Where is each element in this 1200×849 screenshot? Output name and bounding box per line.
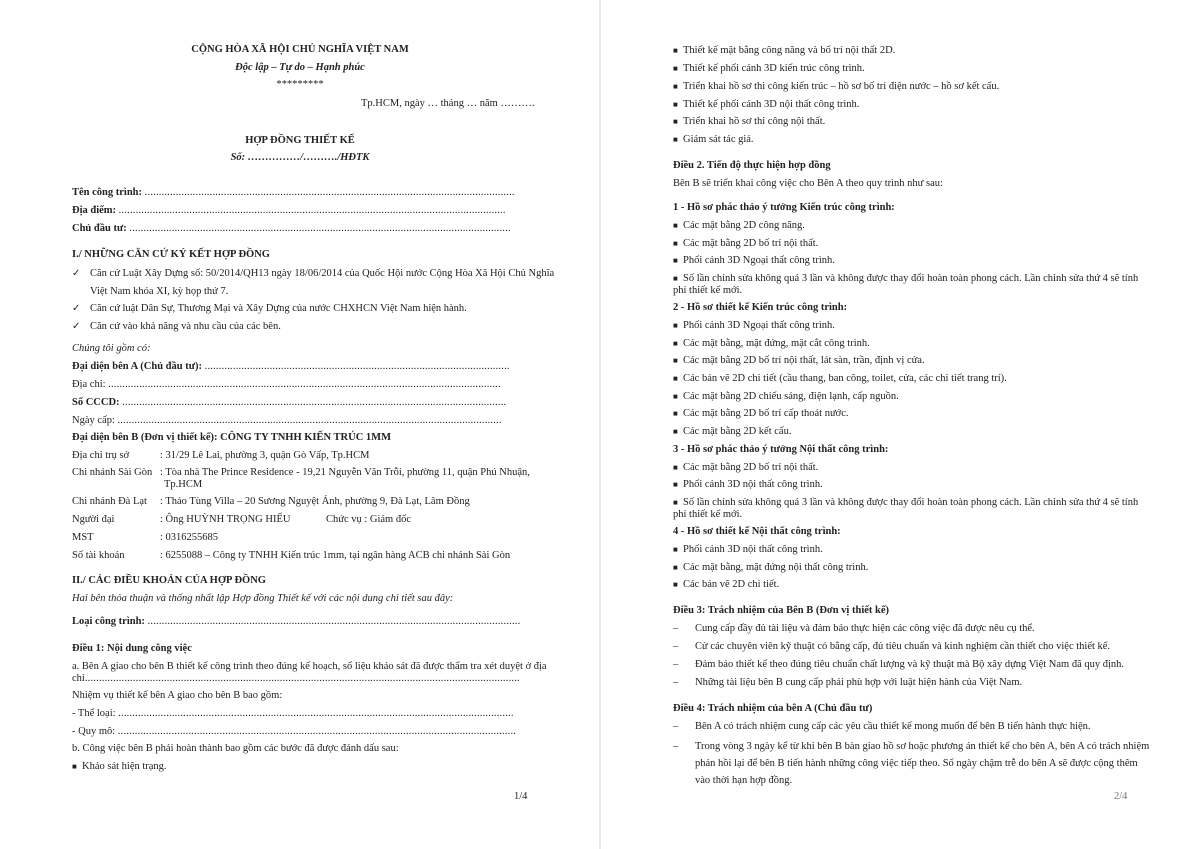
- field-investor: [72, 222, 511, 235]
- group-item: [673, 319, 835, 332]
- group-title: 4 - Hồ sơ thiết kế Nội thất công trình:: [673, 526, 841, 537]
- page-number: 1/4: [514, 791, 528, 802]
- square-bullet-icon: ■: [72, 762, 77, 771]
- group-item-text: Phối cảnh 3D nội thất công trình.: [683, 479, 823, 490]
- group-title: 2 - Hồ sơ thiết kế Kiến trúc công trình:: [673, 302, 848, 313]
- responsibility-item: [673, 676, 1022, 689]
- step-item: [72, 760, 167, 773]
- square-bullet-icon: ■: [673, 274, 678, 283]
- article-2-heading: Điều 2. Tiến độ thực hiện hợp đồng: [673, 160, 831, 171]
- group-item-text: Các mặt bằng 2D công năng.: [683, 220, 805, 231]
- article-2-intro: Bên B sẽ triển khai công việc cho Bên A theo quy trình như sau:: [673, 178, 943, 189]
- group-note-cont: phí thiết kế mới.: [673, 285, 743, 296]
- group-item: [673, 337, 870, 350]
- party-a-rep: [72, 360, 510, 373]
- group-item-text: Các mặt bằng 2D bố trí nội thất.: [683, 462, 819, 473]
- responsibility-text: Đảm bảo thiết kế theo đúng tiêu chuẩn chất lượng và kỹ thuật mà Bộ xây dựng Việt Nam đã quy định.: [695, 659, 1125, 670]
- group-title: 1 - Hồ sơ phác thảo ý tưởng Kiến trúc công trình:: [673, 202, 895, 213]
- field-label: Chủ đầu tư:: [72, 223, 127, 234]
- square-bullet-icon: ■: [673, 117, 678, 126]
- group-item: [673, 478, 823, 491]
- group-item-text: Các mặt bằng 2D bố trí nội thất.: [683, 238, 819, 249]
- field-label: Địa điểm:: [72, 205, 117, 216]
- step-text: Triển khai hồ sơ thi công nội thất.: [683, 116, 826, 127]
- group-note: [673, 272, 1138, 285]
- article-3-heading: Điều 3: Trách nhiệm của Bên B (Đơn vị thiết kế): [673, 605, 890, 616]
- group-note-text: Số lần chỉnh sửa không quá 3 lần và không được thay đổi hoàn toàn phong cách. Lần chỉnh sửa thứ 4 sẽ tính: [683, 497, 1139, 508]
- check-icon: ✓: [72, 321, 81, 332]
- group-item: [673, 407, 849, 420]
- responsibility-item: [673, 658, 1124, 671]
- group-item: [673, 254, 835, 267]
- square-bullet-icon: ■: [673, 239, 678, 248]
- group-item-text: Phối cảnh 3D Ngoại thất công trình.: [683, 320, 835, 331]
- field-dots: ...................................................................................................................................: [144, 187, 515, 198]
- contract-number: Số: ……………/………./HĐTK: [230, 152, 370, 163]
- field-label: Ngày cấp:: [72, 415, 115, 426]
- group-item-text: Các mặt bằng, mặt đứng nội thất công trình.: [683, 562, 869, 573]
- stars-divider: *********: [276, 79, 324, 90]
- square-bullet-icon: ■: [673, 256, 678, 265]
- group-item: [673, 390, 899, 403]
- field-dots: .........................................................................................................................................: [118, 205, 506, 216]
- article-1-para-b: b. Công việc bên B phải hoàn thành bao gồm các bước đã được đánh dấu sau:: [72, 743, 399, 754]
- party-a-address: [72, 378, 501, 391]
- square-bullet-icon: ■: [673, 64, 678, 73]
- party-b-heading: Đại diện bên B (Đơn vị thiết kế): CÔNG TY TNHH KIẾN TRÚC 1MM: [72, 432, 391, 443]
- dash-bullet: –: [673, 721, 679, 732]
- check-icon: ✓: [72, 268, 81, 279]
- field-genre: [72, 707, 514, 720]
- field-dots: ........................................................................................................................................: [117, 415, 502, 426]
- step-item: [673, 98, 859, 111]
- square-bullet-icon: ■: [673, 46, 678, 55]
- field-scale: [72, 725, 516, 738]
- field-dots: .......................................................................................................................................: [129, 223, 511, 234]
- section-2-intro: Hai bên thỏa thuận và thống nhất lập Hợp đồng Thiết kế với các nội dung chi tiết sau đây:: [72, 593, 454, 604]
- group-note-text: Số lần chỉnh sửa không quá 3 lần và không được thay đổi hoàn toàn phong cách. Lần chỉnh sửa thứ 4 sẽ tính: [683, 273, 1139, 284]
- square-bullet-icon: ■: [673, 356, 678, 365]
- group-item-text: Các mặt bằng, mặt đứng, mặt cắt công trình.: [683, 338, 870, 349]
- group-item-text: Các mặt bằng 2D kết cấu.: [683, 426, 792, 437]
- party-b-row-value: : Tòa nhà The Prince Residence - 19,21 Nguyễn Văn Trỗi, phường 11, quận Phú Nhuận,: [160, 467, 530, 478]
- group-item-text: Phối cảnh 3D nội thất công trình.: [683, 544, 823, 555]
- step-item: [673, 44, 895, 57]
- field-dots: ............................................................................................................................................: [118, 708, 514, 719]
- square-bullet-icon: ■: [673, 221, 678, 230]
- square-bullet-icon: ■: [673, 135, 678, 144]
- para-a-word: chỉ: [72, 673, 85, 684]
- step-item: [673, 133, 754, 146]
- group-item-text: Các mặt bằng 2D chiếu sáng, điện lạnh, cấp nguồn.: [683, 391, 899, 402]
- dash-bullet: –: [673, 659, 679, 670]
- square-bullet-icon: ■: [673, 463, 678, 472]
- article-1-para-a: a. Bên A giao cho bên B thiết kế công trình theo đúng kế hoạch, số liệu khảo sát đã được thẩm tra xét duyệt ở địa: [72, 661, 547, 672]
- party-b-row-label: MST: [72, 532, 94, 543]
- we-are: Chúng tôi gồm có:: [72, 343, 151, 354]
- group-item-text: Các mặt bằng 2D bố trí nội thất, lát sàn, trần, định vị cửa.: [683, 355, 925, 366]
- group-item-text: Các bản vẽ 2D chi tiết (cầu thang, ban công, toilet, cửa, các chi tiết trang trí).: [683, 373, 1007, 384]
- party-b-row-label: Chi nhánh Đà Lạt: [72, 496, 147, 507]
- article-1-heading: Điều 1: Nội dung công việc: [72, 643, 192, 654]
- field-project-name: [72, 186, 515, 199]
- check-icon: ✓: [72, 303, 81, 314]
- square-bullet-icon: ■: [673, 480, 678, 489]
- group-note-cont: phí thiết kế mới.: [673, 509, 743, 520]
- basis-item: [72, 267, 554, 280]
- field-dots: ....................................................................................................................................: [147, 616, 521, 627]
- party-a-issue-date: [72, 414, 502, 427]
- square-bullet-icon: ■: [673, 82, 678, 91]
- step-item: [673, 115, 825, 128]
- group-item: [673, 543, 823, 556]
- group-item: [673, 354, 925, 367]
- step-item: [673, 62, 865, 75]
- dash-bullet: –: [673, 741, 679, 752]
- square-bullet-icon: ■: [673, 580, 678, 589]
- basis-text: Căn cứ vào khả năng và nhu cầu của các bên.: [90, 321, 281, 332]
- responsibility-cont: vào thời hạn hợp đồng.: [695, 775, 793, 786]
- article-1-para-a-cont: [72, 672, 520, 685]
- group-item: [673, 461, 818, 474]
- basis-item: [72, 320, 281, 333]
- party-b-row-label: Số tài khoản: [72, 550, 125, 561]
- article-1-tasks-intro: Nhiệm vụ thiết kế bên A giao cho bên B bao gồm:: [72, 690, 283, 701]
- nation-header: CỘNG HÒA XÃ HỘI CHỦ NGHĨA VIỆT NAM: [191, 44, 409, 55]
- section-2-heading: II./ CÁC ĐIỀU KHOẢN CỦA HỢP ĐỒNG: [72, 575, 266, 586]
- basis-item-cont: Việt Nam khóa XI, kỳ họp thứ 7.: [90, 286, 229, 297]
- step-text: Thiết kế phối cảnh 3D kiến trúc công trình.: [683, 63, 865, 74]
- square-bullet-icon: ■: [673, 409, 678, 418]
- group-note: [673, 496, 1138, 509]
- party-b-row-value-cont: Tp.HCM: [164, 479, 203, 490]
- responsibility-cont: phản hồi lại để bên B tiến hành những công việc tiếp theo. Số ngày chậm trễ do bên A sẽ được cộng thêm: [695, 758, 1138, 769]
- party-b-row-label: Địa chỉ trụ sở: [72, 450, 130, 461]
- field-dots: ............................................................................................................: [204, 361, 510, 372]
- basis-item: [72, 302, 467, 315]
- group-item: [673, 372, 1007, 385]
- group-item-text: Các mặt bằng 2D bố trí cấp thoát nước.: [683, 408, 849, 419]
- group-item: [673, 561, 868, 574]
- responsibility-text: Những tài liệu bên B cung cấp phải phù hợp với luật hiện hành của Việt Nam.: [695, 677, 1023, 688]
- group-item: [673, 237, 818, 250]
- party-b-row-label: Người đại: [72, 514, 115, 525]
- square-bullet-icon: ■: [673, 545, 678, 554]
- square-bullet-icon: ■: [673, 321, 678, 330]
- responsibility-item: [673, 640, 1110, 653]
- square-bullet-icon: ■: [673, 339, 678, 348]
- square-bullet-icon: ■: [673, 427, 678, 436]
- responsibility-item: [673, 720, 1091, 733]
- group-item-text: Phối cảnh 3D Ngoại thất công trình.: [683, 255, 835, 266]
- section-1-heading: I./ NHỮNG CĂN CỨ KÝ KẾT HỢP ĐỒNG: [72, 249, 270, 260]
- square-bullet-icon: ■: [673, 100, 678, 109]
- page-1: [0, 0, 599, 849]
- responsibility-text: Cử các chuyên viên kỹ thuật có bằng cấp, đủ tiêu chuẩn và kinh nghiệm cần thiết cho việc thiết kế.: [695, 641, 1111, 652]
- group-title: 3 - Hồ sơ phác thảo ý tưởng Nội thất công trình:: [673, 444, 889, 455]
- party-a-id: [72, 396, 506, 409]
- field-label: Tên công trình:: [72, 187, 143, 198]
- page-2: [601, 0, 1200, 849]
- dash-bullet: –: [673, 641, 679, 652]
- basis-text: Căn cứ luật Dân Sự, Thương Mại và Xây Dựng của nước CHXHCN Việt Nam hiện hành.: [90, 303, 467, 314]
- field-label: - Quy mô:: [72, 726, 116, 737]
- field-dots: .............................................................................................................................................: [117, 726, 517, 737]
- party-b-row-value: : 31/29 Lê Lai, phường 3, quận Gò Vấp, Tp.HCM: [160, 450, 370, 461]
- step-text: Thiết kế mặt bằng công năng và bố trí nội thất 2D.: [683, 45, 896, 56]
- basis-text: Căn cứ Luật Xây Dựng số: 50/2014/QH13 ngày 18/06/2014 của Quốc Hội nước Cộng Hòa Xã Hội Chủ Nghĩa: [90, 268, 555, 279]
- step-text: Giám sát tác giả.: [683, 134, 754, 145]
- responsibility-text: Bên A có trách nhiệm cung cấp các yêu cầu thiết kế mong muốn để bên B tiến hành thực hiện.: [695, 721, 1091, 732]
- group-item: [673, 578, 779, 591]
- dash-bullet: –: [673, 623, 679, 634]
- article-4-heading: Điều 4: Trách nhiệm của bên A (Chủ đầu tư): [673, 703, 873, 714]
- party-b-row-value: : Ông HUỲNH TRỌNG HIẾU: [160, 514, 291, 525]
- responsibility-text: Trong vòng 3 ngày kể từ khi bên B bàn giao hồ sơ hoặc phương án thiết kế cho bên A, bên A có trách nhiệm: [695, 741, 1150, 752]
- square-bullet-icon: ■: [673, 392, 678, 401]
- group-item-text: Các bản vẽ 2D chi tiết.: [683, 579, 780, 590]
- responsibility-item: [673, 622, 1035, 635]
- step-text: Khảo sát hiện trạng.: [82, 761, 167, 772]
- field-dots: ...........................................................................................................................................: [108, 379, 501, 390]
- field-dots: ..........................................................................................................................................................: [84, 673, 520, 684]
- responsibility-item: [673, 740, 1149, 753]
- square-bullet-icon: ■: [673, 498, 678, 507]
- field-location: [72, 204, 506, 217]
- square-bullet-icon: ■: [673, 374, 678, 383]
- field-label: Số CCCD:: [72, 397, 120, 408]
- field-label: - Thể loại:: [72, 708, 116, 719]
- square-bullet-icon: ■: [673, 563, 678, 572]
- party-b-row-label: Chi nhánh Sài Gòn: [72, 467, 153, 478]
- field-dots: ........................................................................................................................................: [122, 397, 507, 408]
- party-b-row-value: : 0316255685: [160, 532, 219, 543]
- step-text: Thiết kế phối cảnh 3D nội thất công trình.: [683, 99, 860, 110]
- step-item: [673, 80, 999, 93]
- field-label: Đại diện bên A (Chủ đầu tư):: [72, 361, 202, 372]
- dash-bullet: –: [673, 677, 679, 688]
- responsibility-text: Cung cấp đầy đủ tài liệu và đảm bảo thực hiện các công việc đã được nêu cụ thể.: [695, 623, 1035, 634]
- group-item: [673, 425, 791, 438]
- field-label: Loại công trình:: [72, 616, 145, 627]
- place-date: Tp.HCM, ngày … tháng … năm ……….: [361, 98, 535, 109]
- party-b-row-value: : 6255088 – Công ty TNHH Kiến trúc 1mm, tại ngân hàng ACB chi nhánh Sài Gòn: [160, 550, 511, 561]
- page-number: 2/4: [1114, 791, 1128, 802]
- field-label: Địa chỉ:: [72, 379, 106, 390]
- field-building-type: [72, 615, 520, 628]
- party-b-row-value: : Thảo Tùng Villa – 20 Sương Nguyệt Ánh, phường 9, Đà Lạt, Lâm Đồng: [160, 496, 470, 507]
- step-text: Triển khai hồ sơ thi công kiến trúc – hồ sơ bố trí điện nước – hồ sơ kết cấu.: [683, 81, 1000, 92]
- contract-title: HỢP ĐỒNG THIẾT KẾ: [245, 135, 355, 146]
- motto: Độc lập – Tự do – Hạnh phúc: [235, 62, 365, 73]
- group-item: [673, 219, 805, 232]
- party-b-position: Chức vụ : Giám đốc: [326, 514, 412, 525]
